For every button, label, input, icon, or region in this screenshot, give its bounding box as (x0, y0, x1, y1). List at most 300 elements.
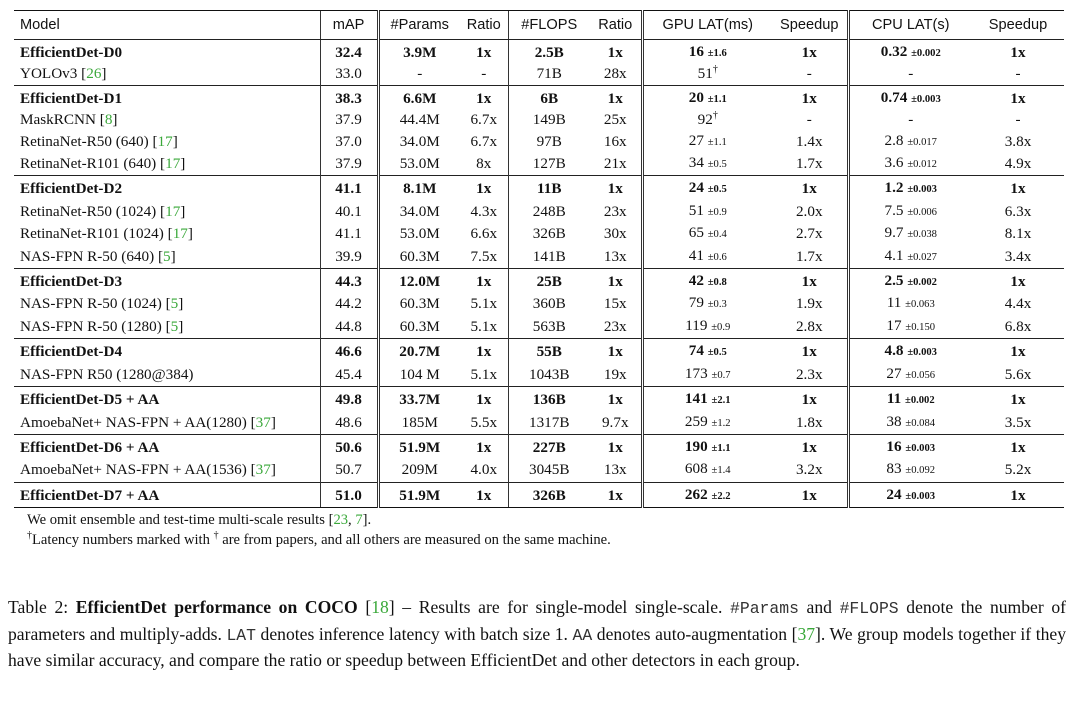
flops-value: 326B (532, 486, 566, 504)
cell-gpu-lat (642, 434, 772, 459)
cell-params-ratio (460, 110, 508, 130)
gpu-speedup-value: 1x (801, 89, 817, 107)
map-value: 51.0 (335, 486, 362, 504)
cell-flops (508, 201, 590, 223)
gpu-speedup-value: 1.7x (795, 155, 823, 173)
flops-value: 136B (532, 391, 566, 409)
cell-gpu-lat (642, 364, 772, 387)
flops-value: 149B (532, 111, 566, 129)
cell-gpu-lat (642, 482, 772, 507)
efficientdet-row (14, 40, 1064, 65)
cell-map (320, 364, 378, 387)
params-value: 8.1M (403, 180, 437, 198)
params-value: 60.3M (399, 317, 440, 335)
cell-cpu-speedup (972, 40, 1064, 65)
cell-params (378, 316, 460, 339)
ref-link[interactable]: 23 (333, 512, 349, 529)
params-value: 60.3M (399, 247, 440, 265)
cell-gpu-speedup (772, 40, 848, 65)
flops-ratio-value: 23x (603, 317, 627, 335)
cpu-lat-value: 7.5 (884, 201, 904, 219)
model-name: MaskRCNN (20, 111, 96, 129)
flops-ratio-value: 9.7x (601, 413, 629, 431)
cell-cpu-lat (848, 482, 972, 507)
efficientdet-row (14, 482, 1064, 507)
flops-ratio-value: 21x (603, 155, 627, 173)
cell-cpu-speedup (972, 131, 1064, 153)
flops-ratio-value: 23x (603, 202, 627, 220)
gpu-lat-std: ±0.5 (707, 184, 727, 196)
cell-gpu-speedup (772, 339, 848, 364)
cell-map (320, 40, 378, 65)
baseline-row (14, 293, 1064, 315)
cpu-lat-value: 4.1 (884, 246, 904, 264)
params-ratio-value: 1x (476, 438, 492, 456)
gpu-speedup-value: 1.8x (795, 413, 823, 431)
flops-ratio-value: 1x (607, 486, 623, 504)
cell-params (378, 64, 460, 85)
cell-flops-ratio (590, 316, 642, 339)
params-ratio-value: 1x (476, 391, 492, 409)
cpu-lat-value: 1.2 (884, 179, 904, 197)
map-value: 37.0 (335, 132, 362, 150)
cell-params-ratio (460, 40, 508, 65)
flops-value: 326B (532, 225, 566, 243)
ref-link[interactable]: 5 (170, 317, 179, 335)
flops-ratio-value: 19x (603, 365, 627, 383)
cell-params-ratio (460, 269, 508, 294)
cell-params-ratio (460, 131, 508, 153)
cell-flops (508, 316, 590, 339)
cell-params-ratio (460, 64, 508, 85)
cpu-lat-std: ±0.002 (911, 48, 941, 59)
col-header-model: Model (14, 11, 320, 40)
model-name: RetinaNet-R101 (1024) (20, 225, 164, 243)
gpu-lat-value: 41 (688, 246, 704, 264)
cell-gpu-speedup (772, 64, 848, 85)
cell-gpu-lat (642, 412, 772, 435)
col-header-flops: #FLOPS (508, 11, 590, 40)
flops-ratio-value: 13x (603, 247, 627, 265)
cell-model: RetinaNet-R50 (1024) [17] (20, 202, 186, 220)
cpu-lat-value: 2.5 (884, 272, 904, 290)
cell-cpu-lat (848, 40, 972, 65)
cpu-lat-value: 16 (886, 437, 902, 455)
cell-gpu-speedup (772, 434, 848, 459)
cell-flops-ratio (590, 412, 642, 435)
cpu-lat-value: 27 (886, 364, 902, 382)
flops-value: 141B (532, 247, 566, 265)
gpu-lat-std: ±1.4 (711, 465, 731, 477)
cell-model: NAS-FPN R-50 (640) [5] (20, 247, 176, 265)
ref-link[interactable]: 26 (86, 65, 102, 83)
col-header-cpu-lat: CPU LAT(s) (848, 11, 972, 40)
cpu-lat-value: 11 (886, 390, 902, 408)
cell-gpu-lat (642, 223, 772, 245)
params-ratio-value: 6.7x (470, 111, 498, 129)
params-ratio-value: 4.0x (470, 461, 498, 479)
cell-gpu-speedup (772, 246, 848, 269)
cell-cpu-speedup (972, 387, 1064, 412)
cell-params (378, 434, 460, 459)
gpu-lat-std: ±0.6 (707, 251, 727, 263)
cell-map (320, 131, 378, 153)
model-name: EfficientDet-D6 + AA (20, 438, 160, 456)
cell-map (320, 459, 378, 482)
flops-ratio-value: 30x (603, 225, 627, 243)
flops-ratio-value: 1x (607, 89, 623, 107)
ref-link[interactable]: 5 (170, 295, 179, 313)
efficientdet-row (14, 269, 1064, 294)
cell-map (320, 110, 378, 130)
cpu-lat-std: ±0.056 (905, 369, 936, 381)
col-header-params-ratio: Ratio (460, 11, 508, 40)
cell-params-ratio (460, 412, 508, 435)
cpu-speedup-value: 8.1x (1004, 225, 1032, 243)
params-value: 20.7M (399, 343, 441, 361)
cpu-lat-std: ±0.017 (907, 136, 937, 148)
params-ratio-value: 1x (476, 343, 492, 361)
gpu-speedup-value: 1x (801, 343, 817, 361)
cell-gpu-speedup (772, 364, 848, 387)
gpu-lat-std: ±0.8 (707, 277, 727, 289)
cell-flops (508, 131, 590, 153)
cell-model (14, 176, 320, 201)
map-value: 45.4 (335, 365, 362, 383)
gpu-lat-std: ±0.5 (707, 159, 727, 171)
gpu-speedup-value: 1x (801, 44, 817, 61)
cpu-lat-value: 0.32 (880, 43, 908, 60)
cell-params (378, 459, 460, 482)
model-name: EfficientDet-D0 (20, 44, 123, 61)
cpu-lat-value: 2.8 (884, 131, 904, 149)
cell-flops (508, 459, 590, 482)
cell-cpu-speedup (972, 269, 1064, 294)
gpu-lat-value: 190 (684, 437, 708, 455)
flops-value: 55B (536, 343, 562, 361)
gpu-lat-std: ±0.5 (707, 347, 727, 359)
map-value: 50.7 (335, 461, 362, 479)
ref-link[interactable]: 17 (157, 132, 173, 150)
ref-link[interactable]: 37 (797, 623, 816, 644)
cell-gpu-lat (642, 131, 772, 153)
cell-flops-ratio (590, 293, 642, 315)
cell-gpu-lat (642, 110, 772, 130)
flops-ratio-value: 1x (607, 438, 623, 456)
flops-value: 2.5B (534, 44, 564, 61)
flops-ratio-value: 1x (607, 273, 623, 291)
cpu-lat-std: ±0.002 (905, 395, 935, 407)
gpu-speedup-value: 1x (801, 273, 817, 291)
ref-link[interactable]: 37 (255, 413, 271, 431)
baseline-row (14, 110, 1064, 130)
ref-link[interactable]: 37 (255, 461, 271, 479)
cell-flops (508, 293, 590, 315)
note-ensemble: We omit ensemble and test-time multi-scale results [23, 7]. (27, 512, 372, 529)
gpu-speedup-value: 1.4x (795, 132, 823, 150)
cell-map (320, 316, 378, 339)
model-name: NAS-FPN R-50 (1280) (20, 317, 162, 335)
model-name: AmoebaNet+ NAS-FPN + AA(1536) (20, 461, 247, 479)
cpu-speedup-value: 5.6x (1004, 365, 1032, 383)
cell-cpu-lat (848, 201, 972, 223)
cell-params-ratio (460, 434, 508, 459)
cell-map (320, 482, 378, 507)
flops-value: 1317B (528, 413, 570, 431)
cell-gpu-lat (642, 316, 772, 339)
gpu-lat-value: 74 (688, 342, 704, 360)
params-ratio-value: 1x (476, 180, 492, 198)
cell-cpu-lat (848, 387, 972, 412)
cell-gpu-speedup (772, 223, 848, 245)
gpu-speedup-value: - (806, 111, 812, 129)
cell-cpu-lat (848, 412, 972, 435)
cell-model: NAS-FPN R-50 (1280) [5] (20, 317, 184, 335)
cpu-lat-std: ±0.063 (905, 299, 935, 311)
cell-map (320, 64, 378, 85)
params-value: 53.0M (399, 225, 440, 243)
cell-cpu-speedup (972, 201, 1064, 223)
cell-flops (508, 269, 590, 294)
cpu-speedup-value: - (1015, 111, 1021, 129)
params-value: 3.9M (403, 44, 437, 61)
gpu-lat-value: 42 (688, 272, 704, 290)
params-value: 53.0M (399, 155, 440, 173)
cell-params-ratio (460, 387, 508, 412)
ref-link[interactable]: 17 (172, 225, 188, 243)
params-value: 51.9M (399, 438, 441, 456)
cpu-speedup-value: 1x (1010, 438, 1026, 456)
params-value: 209M (401, 461, 438, 479)
params-ratio-value: 8x (476, 155, 492, 173)
flops-ratio-value: 1x (607, 44, 623, 61)
cell-model (14, 482, 320, 507)
cell-cpu-lat (848, 131, 972, 153)
cell-flops-ratio (590, 269, 642, 294)
cell-gpu-lat (642, 201, 772, 223)
cell-flops (508, 85, 590, 110)
cell-map (320, 293, 378, 315)
map-value: 37.9 (335, 155, 362, 173)
cell-cpu-lat (848, 64, 972, 85)
flops-value: 11B (537, 180, 562, 198)
ref-link[interactable]: 7 (355, 512, 363, 529)
cell-flops-ratio (590, 223, 642, 245)
efficientdet-row (14, 85, 1064, 110)
cell-model (14, 364, 320, 387)
cell-params-ratio (460, 201, 508, 223)
cpu-lat-std: ±0.150 (905, 321, 936, 333)
efficientdet-row (14, 339, 1064, 364)
gpu-lat-value: 92 (697, 111, 713, 129)
params-value: 12.0M (399, 273, 441, 291)
results-table (14, 10, 1064, 508)
cell-cpu-speedup (972, 223, 1064, 245)
cell-map (320, 246, 378, 269)
gpu-lat-value: 79 (688, 294, 704, 312)
cell-flops-ratio (590, 64, 642, 85)
cell-flops (508, 339, 590, 364)
cell-map (320, 85, 378, 110)
cell-params (378, 153, 460, 176)
cell-model: RetinaNet-R101 (640) [17] (20, 155, 186, 173)
cell-cpu-speedup (972, 85, 1064, 110)
model-name: EfficientDet-D3 (20, 273, 123, 291)
col-header-params: #Params (378, 11, 460, 40)
gpu-lat-value: 51 (688, 201, 704, 219)
cell-params (378, 110, 460, 130)
gpu-speedup-value: 1.7x (795, 247, 823, 265)
gpu-lat-value: 259 (684, 412, 708, 430)
baseline-row (14, 201, 1064, 223)
cell-flops-ratio (590, 153, 642, 176)
model-name: EfficientDet-D7 + AA (20, 486, 160, 504)
flops-value: 1043B (528, 365, 570, 383)
ref-link[interactable]: 17 (165, 155, 181, 173)
col-header-gpu-lat: GPU LAT(ms) (642, 11, 772, 40)
cpu-lat-value: 9.7 (884, 224, 904, 242)
cpu-speedup-value: 4.4x (1004, 295, 1032, 313)
gpu-lat-value: 65 (688, 224, 704, 242)
cell-gpu-speedup (772, 459, 848, 482)
cell-params-ratio (460, 482, 508, 507)
baseline-row (14, 131, 1064, 153)
cpu-lat-value: 3.6 (884, 154, 904, 172)
cpu-lat-std: ±0.038 (907, 229, 937, 241)
cpu-lat-value: 17 (886, 316, 902, 334)
cell-gpu-lat (642, 339, 772, 364)
cell-model (14, 40, 320, 65)
cell-cpu-lat (848, 246, 972, 269)
cell-flops-ratio (590, 40, 642, 65)
gpu-speedup-value: 1x (801, 486, 817, 504)
cell-gpu-lat (642, 293, 772, 315)
model-name: NAS-FPN R-50 (640) (20, 247, 155, 265)
cpu-speedup-value: 1x (1010, 44, 1026, 61)
params-ratio-value: 4.3x (470, 202, 498, 220)
map-value: 44.2 (335, 295, 362, 313)
cpu-speedup-value: - (1015, 65, 1021, 83)
map-value: 49.8 (335, 391, 362, 409)
map-value: 32.4 (335, 44, 362, 61)
cell-flops (508, 482, 590, 507)
cell-flops-ratio (590, 459, 642, 482)
gpu-lat-std: ±0.3 (707, 299, 727, 311)
cell-map (320, 201, 378, 223)
cpu-lat-std: ±0.084 (905, 417, 936, 429)
cell-map (320, 412, 378, 435)
table-header-row (14, 11, 1064, 40)
cpu-speedup-value: 3.4x (1004, 247, 1032, 265)
cell-flops-ratio (590, 482, 642, 507)
dagger-mark: † (213, 530, 219, 542)
gpu-lat-value: 24 (688, 179, 704, 197)
cell-params (378, 201, 460, 223)
cell-model: RetinaNet-R101 (1024) [17] (20, 225, 193, 243)
gpu-lat-value: 20 (688, 88, 704, 106)
params-value: 60.3M (399, 295, 440, 313)
gpu-speedup-value: - (806, 65, 812, 83)
cell-flops-ratio (590, 387, 642, 412)
cell-model (14, 339, 320, 364)
gpu-speedup-value: 3.2x (795, 461, 823, 479)
params-value: 34.0M (399, 202, 440, 220)
params-ratio-value: 1x (476, 89, 492, 107)
model-name: EfficientDet-D4 (20, 343, 123, 361)
params-ratio-value: 5.5x (470, 413, 498, 431)
cpu-lat-std: ±0.003 (905, 490, 936, 502)
cpu-lat-std: ±0.006 (907, 206, 937, 218)
cell-model (14, 434, 320, 459)
cell-map (320, 223, 378, 245)
gpu-lat-std: ±0.7 (711, 369, 731, 381)
params-ratio-value: 5.1x (470, 317, 498, 335)
ref-link[interactable]: 18 (371, 597, 389, 617)
cell-params (378, 387, 460, 412)
cpu-speedup-value: 1x (1010, 486, 1026, 504)
model-name: RetinaNet-R50 (640) (20, 132, 149, 150)
cell-gpu-lat (642, 40, 772, 65)
ref-link[interactable]: 17 (165, 202, 181, 220)
cell-params-ratio (460, 339, 508, 364)
gpu-lat-std: ±1.1 (711, 442, 731, 454)
cell-params-ratio (460, 176, 508, 201)
params-ratio-value: 6.7x (470, 132, 498, 150)
gpu-speedup-value: 1.9x (795, 295, 823, 313)
cell-cpu-speedup (972, 316, 1064, 339)
gpu-speedup-value: 2.7x (795, 225, 823, 243)
cell-cpu-lat (848, 293, 972, 315)
cell-cpu-lat (848, 316, 972, 339)
cell-cpu-lat (848, 85, 972, 110)
flops-value: 127B (532, 155, 566, 173)
cell-model: AmoebaNet+ NAS-FPN + AA(1536) [37] (20, 461, 276, 479)
cell-cpu-speedup (972, 339, 1064, 364)
cpu-lat-std: ±0.027 (907, 251, 937, 263)
cell-gpu-lat (642, 153, 772, 176)
params-ratio-value: 1x (476, 486, 492, 504)
params-value: 6.6M (403, 89, 437, 107)
cpu-lat-value: 38 (886, 412, 902, 430)
cpu-lat-std: ±0.092 (905, 465, 936, 477)
model-name: RetinaNet-R50 (1024) (20, 202, 157, 220)
cell-model (14, 269, 320, 294)
ref-link[interactable]: 5 (163, 247, 171, 265)
cell-params (378, 176, 460, 201)
map-value: 50.6 (335, 438, 362, 456)
cell-params-ratio (460, 223, 508, 245)
cell-cpu-speedup (972, 176, 1064, 201)
cell-map (320, 387, 378, 412)
cell-gpu-speedup (772, 153, 848, 176)
cell-params (378, 482, 460, 507)
model-name: NAS-FPN R50 (1280@384) (20, 365, 194, 383)
ref-link[interactable]: 8 (104, 111, 113, 129)
cell-flops (508, 64, 590, 85)
cell-cpu-lat (848, 223, 972, 245)
baseline-row (14, 246, 1064, 269)
cpu-lat-std: ±0.003 (907, 184, 937, 196)
params-ratio-value: 5.1x (470, 365, 498, 383)
gpu-lat-value: 27 (688, 131, 704, 149)
baseline-row (14, 223, 1064, 245)
cell-cpu-speedup (972, 64, 1064, 85)
cpu-speedup-value: 1x (1010, 343, 1026, 361)
cell-cpu-speedup (972, 412, 1064, 435)
params-value: 51.9M (399, 486, 441, 504)
gpu-lat-std: ±0.9 (711, 321, 731, 333)
cell-params-ratio (460, 459, 508, 482)
